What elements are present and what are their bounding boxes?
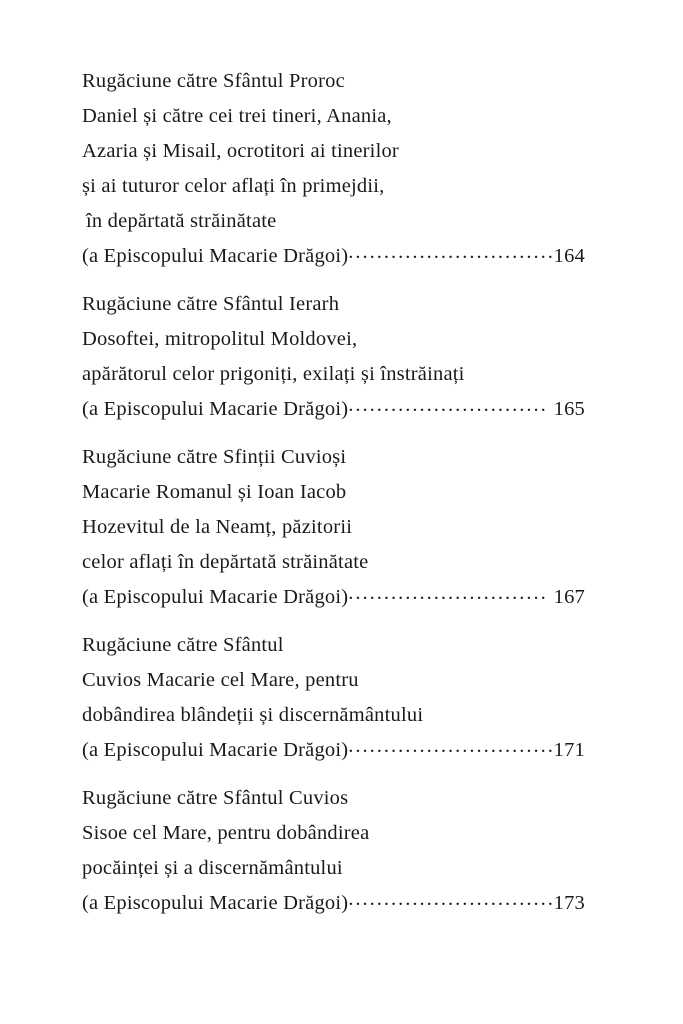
toc-page-number: 167 bbox=[553, 586, 585, 608]
toc-entry-title-line: Sisoe cel Mare, pentru dobândirea bbox=[82, 822, 370, 844]
toc-entry-attribution: (a Episcopului Macarie Drăgoi) bbox=[82, 586, 349, 608]
toc-entry-title-line: Daniel și către cei trei tineri, Anania, bbox=[82, 105, 392, 127]
toc-entry-title-line: dobândirea blândeții și discernământului bbox=[82, 704, 424, 726]
toc-entry-attribution: (a Episcopului Macarie Drăgoi) bbox=[82, 892, 349, 914]
toc-entry-final-line bbox=[82, 886, 585, 921]
toc-entry-final-line bbox=[82, 733, 585, 768]
toc-entry-final-line bbox=[82, 239, 585, 274]
toc-entry-attribution: (a Episcopului Macarie Drăgoi) bbox=[82, 739, 349, 761]
toc-entry[interactable] bbox=[82, 287, 585, 427]
toc-dot-leader bbox=[348, 889, 553, 910]
toc-entry-title-line: Rugăciune către Sfântul Ierarh bbox=[82, 293, 340, 315]
toc-entry-title-line: Dosoftei, mitropolitul Moldovei, bbox=[82, 328, 358, 350]
toc-dot-leader bbox=[348, 736, 553, 757]
toc-entry-attribution: (a Episcopului Macarie Drăgoi) bbox=[82, 398, 349, 420]
toc-entry[interactable] bbox=[82, 64, 585, 274]
toc-page-number: 165 bbox=[553, 398, 585, 420]
toc-entry-attribution: (a Episcopului Macarie Drăgoi) bbox=[82, 245, 349, 267]
toc-dot-leader bbox=[348, 395, 548, 416]
toc-entry-title-line: celor aflați în depărtată străinătate bbox=[82, 551, 369, 573]
toc-entry-title-line: Hozevitul de la Neamț, păzitorii bbox=[82, 516, 353, 538]
toc-entry-title-line: pocăinței și a discernământului bbox=[82, 857, 343, 879]
toc-entry-final-line bbox=[82, 580, 585, 615]
toc-entry[interactable] bbox=[82, 628, 585, 768]
toc-entry-title-line: Rugăciune către Sfântul bbox=[82, 634, 284, 656]
toc-dot-leader bbox=[348, 583, 548, 604]
toc-entry-title-line: apărătorul celor prigoniți, exilați și înstrăinați bbox=[82, 363, 465, 385]
toc-entry-title-line: Rugăciune către Sfântul Proroc bbox=[82, 70, 345, 92]
toc-entry[interactable] bbox=[82, 781, 585, 921]
toc-entry-title-line: și ai tuturor celor aflați în primejdii, bbox=[82, 175, 385, 197]
toc-entry-title-line: Rugăciune către Sfinții Cuvioși bbox=[82, 446, 347, 468]
toc-entry-title-line: Rugăciune către Sfântul Cuvios bbox=[82, 787, 349, 809]
toc-page-number: 164 bbox=[553, 245, 585, 267]
toc-entry[interactable] bbox=[82, 440, 585, 615]
toc-entry-title-line: Azaria și Misail, ocrotitori ai tinerilor bbox=[82, 140, 399, 162]
toc-entry-title-line: Macarie Romanul și Ioan Iacob bbox=[82, 481, 347, 503]
toc-entry-title-line: Cuvios Macarie cel Mare, pentru bbox=[82, 669, 359, 691]
toc-page-number: 173 bbox=[553, 892, 585, 914]
toc-entry-title-line: în depărtată străinătate bbox=[86, 210, 277, 232]
table-of-contents bbox=[82, 64, 585, 921]
toc-page-number: 171 bbox=[553, 739, 585, 761]
toc-entry-final-line bbox=[82, 392, 585, 427]
toc-dot-leader bbox=[348, 242, 553, 263]
